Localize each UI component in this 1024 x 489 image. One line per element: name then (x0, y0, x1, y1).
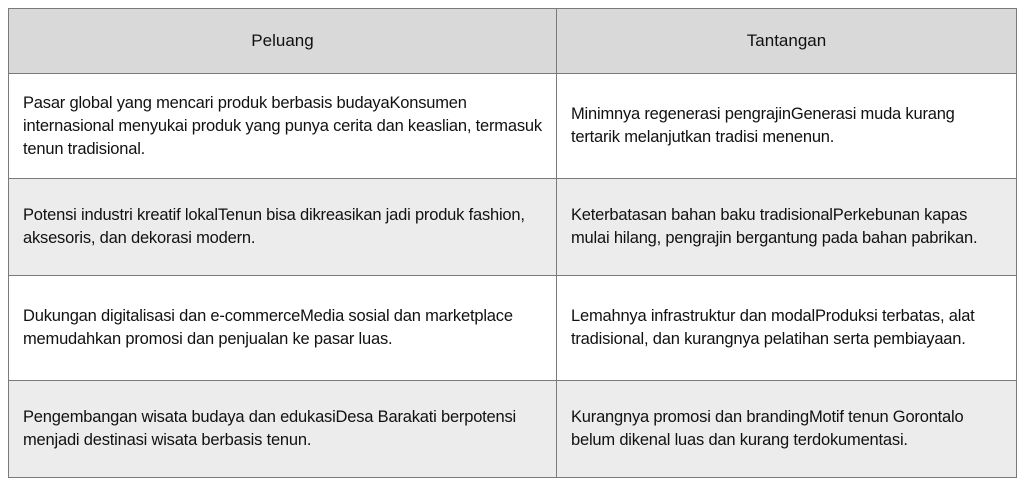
cell-peluang: Pasar global yang mencari produk berbasis budayaKonsumen internasional menyukai produk yang punya cerita dan keaslian, termasuk tenun tradisional. (9, 74, 557, 179)
cell-tantangan: Lemahnya infrastruktur dan modalProduksi terbatas, alat tradisional, dan kurangnya pelatihan serta pembiayaan. (557, 276, 1017, 381)
table-row (9, 179, 1017, 276)
header-tantangan: Tantangan (557, 9, 1017, 74)
cell-peluang: Pengembangan wisata budaya dan edukasiDesa Barakati berpotensi menjadi destinasi wisata berbasis tenun. (9, 381, 557, 478)
opportunities-challenges-table-container (8, 8, 1016, 478)
table-header-row (9, 9, 1017, 74)
opportunities-challenges-table (8, 8, 1017, 478)
cell-tantangan: Keterbatasan bahan baku tradisionalPerkebunan kapas mulai hilang, pengrajin bergantung pada bahan pabrikan. (557, 179, 1017, 276)
cell-tantangan: Kurangnya promosi dan brandingMotif tenun Gorontalo belum dikenal luas dan kurang terdokumentasi. (557, 381, 1017, 478)
cell-tantangan: Minimnya regenerasi pengrajinGenerasi muda kurang tertarik melanjutkan tradisi menenun. (557, 74, 1017, 179)
table-row (9, 276, 1017, 381)
table-row (9, 74, 1017, 179)
header-peluang: Peluang (9, 9, 557, 74)
table-row (9, 381, 1017, 478)
cell-peluang: Potensi industri kreatif lokalTenun bisa dikreasikan jadi produk fashion, aksesoris, dan dekorasi modern. (9, 179, 557, 276)
cell-peluang: Dukungan digitalisasi dan e-commerceMedia sosial dan marketplace memudahkan promosi dan penjualan ke pasar luas. (9, 276, 557, 381)
